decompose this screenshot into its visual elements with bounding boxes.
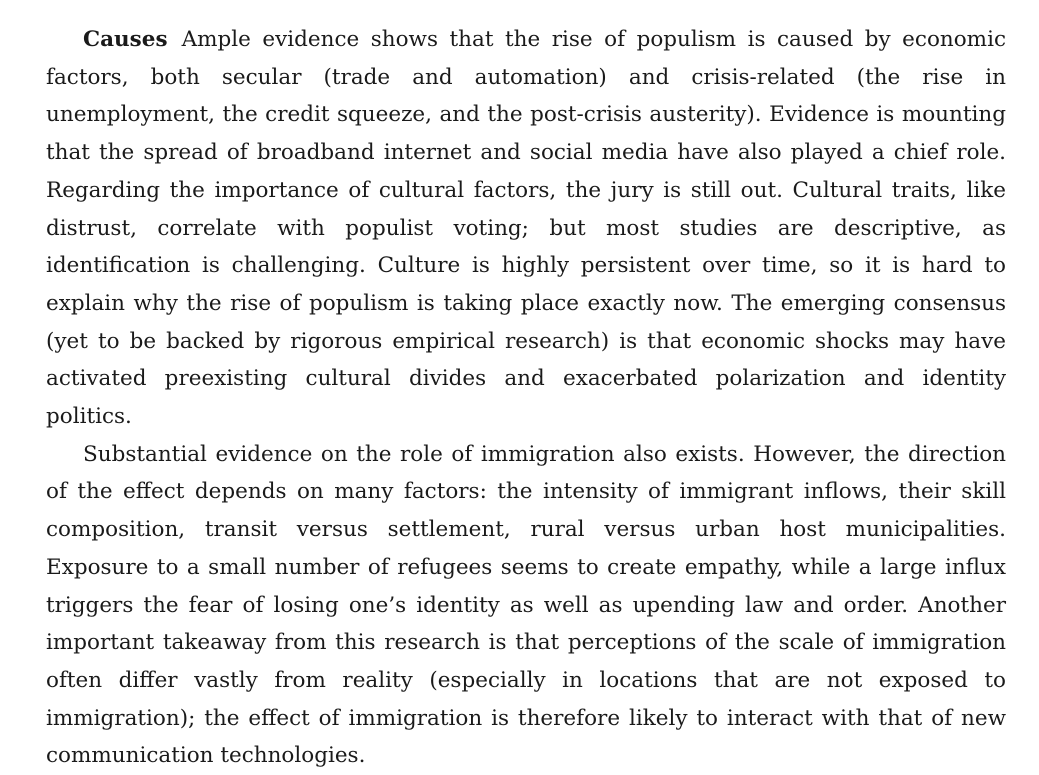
paragraph-text: Substantial evidence on the role of immigration also exists. However, the direction of the effect depends on many factors: the intensity of immigrant inflows, their skill composition, transit versus settlement, rural versus urban host municipalities. Exposure to a small number of refugees seems to create empathy, while a large influx triggers the fear of losing one’s identity as well as upending law and order. Another important takeaway from this research is that perceptions of the scale of immigration often differ vastly from reality (especially in locations that are not exposed to immigration); the effect of immigration is therefore likely to interact with that of new communication technologies. xyxy=(46,441,1006,769)
section-heading: Causes xyxy=(83,27,168,52)
paragraph-immigration xyxy=(46,436,1006,775)
paragraph-text: Ample evidence shows that the rise of populism is caused by economic factors, both secular (trade and automation) and crisis-related (the rise in unemployment, the credit squeeze, and the post-crisis austerity). Evidence is mounting that the spread of broadband internet and social media have also played a chief role. Regarding the importance of cultural factors, the jury is still out. Cultural traits, like distrust, correlate with populist voting; but most studies are descriptive, as identification is challenging. Culture is highly persistent over time, so it is hard to explain why the rise of populism is taking place exactly now. The emerging consensus (yet to be backed by rigorous empirical research) is that economic shocks may have activated preexisting cultural divides and exacerbated polarization and identity politics. xyxy=(46,27,1006,430)
paragraph-causes xyxy=(46,21,1006,436)
